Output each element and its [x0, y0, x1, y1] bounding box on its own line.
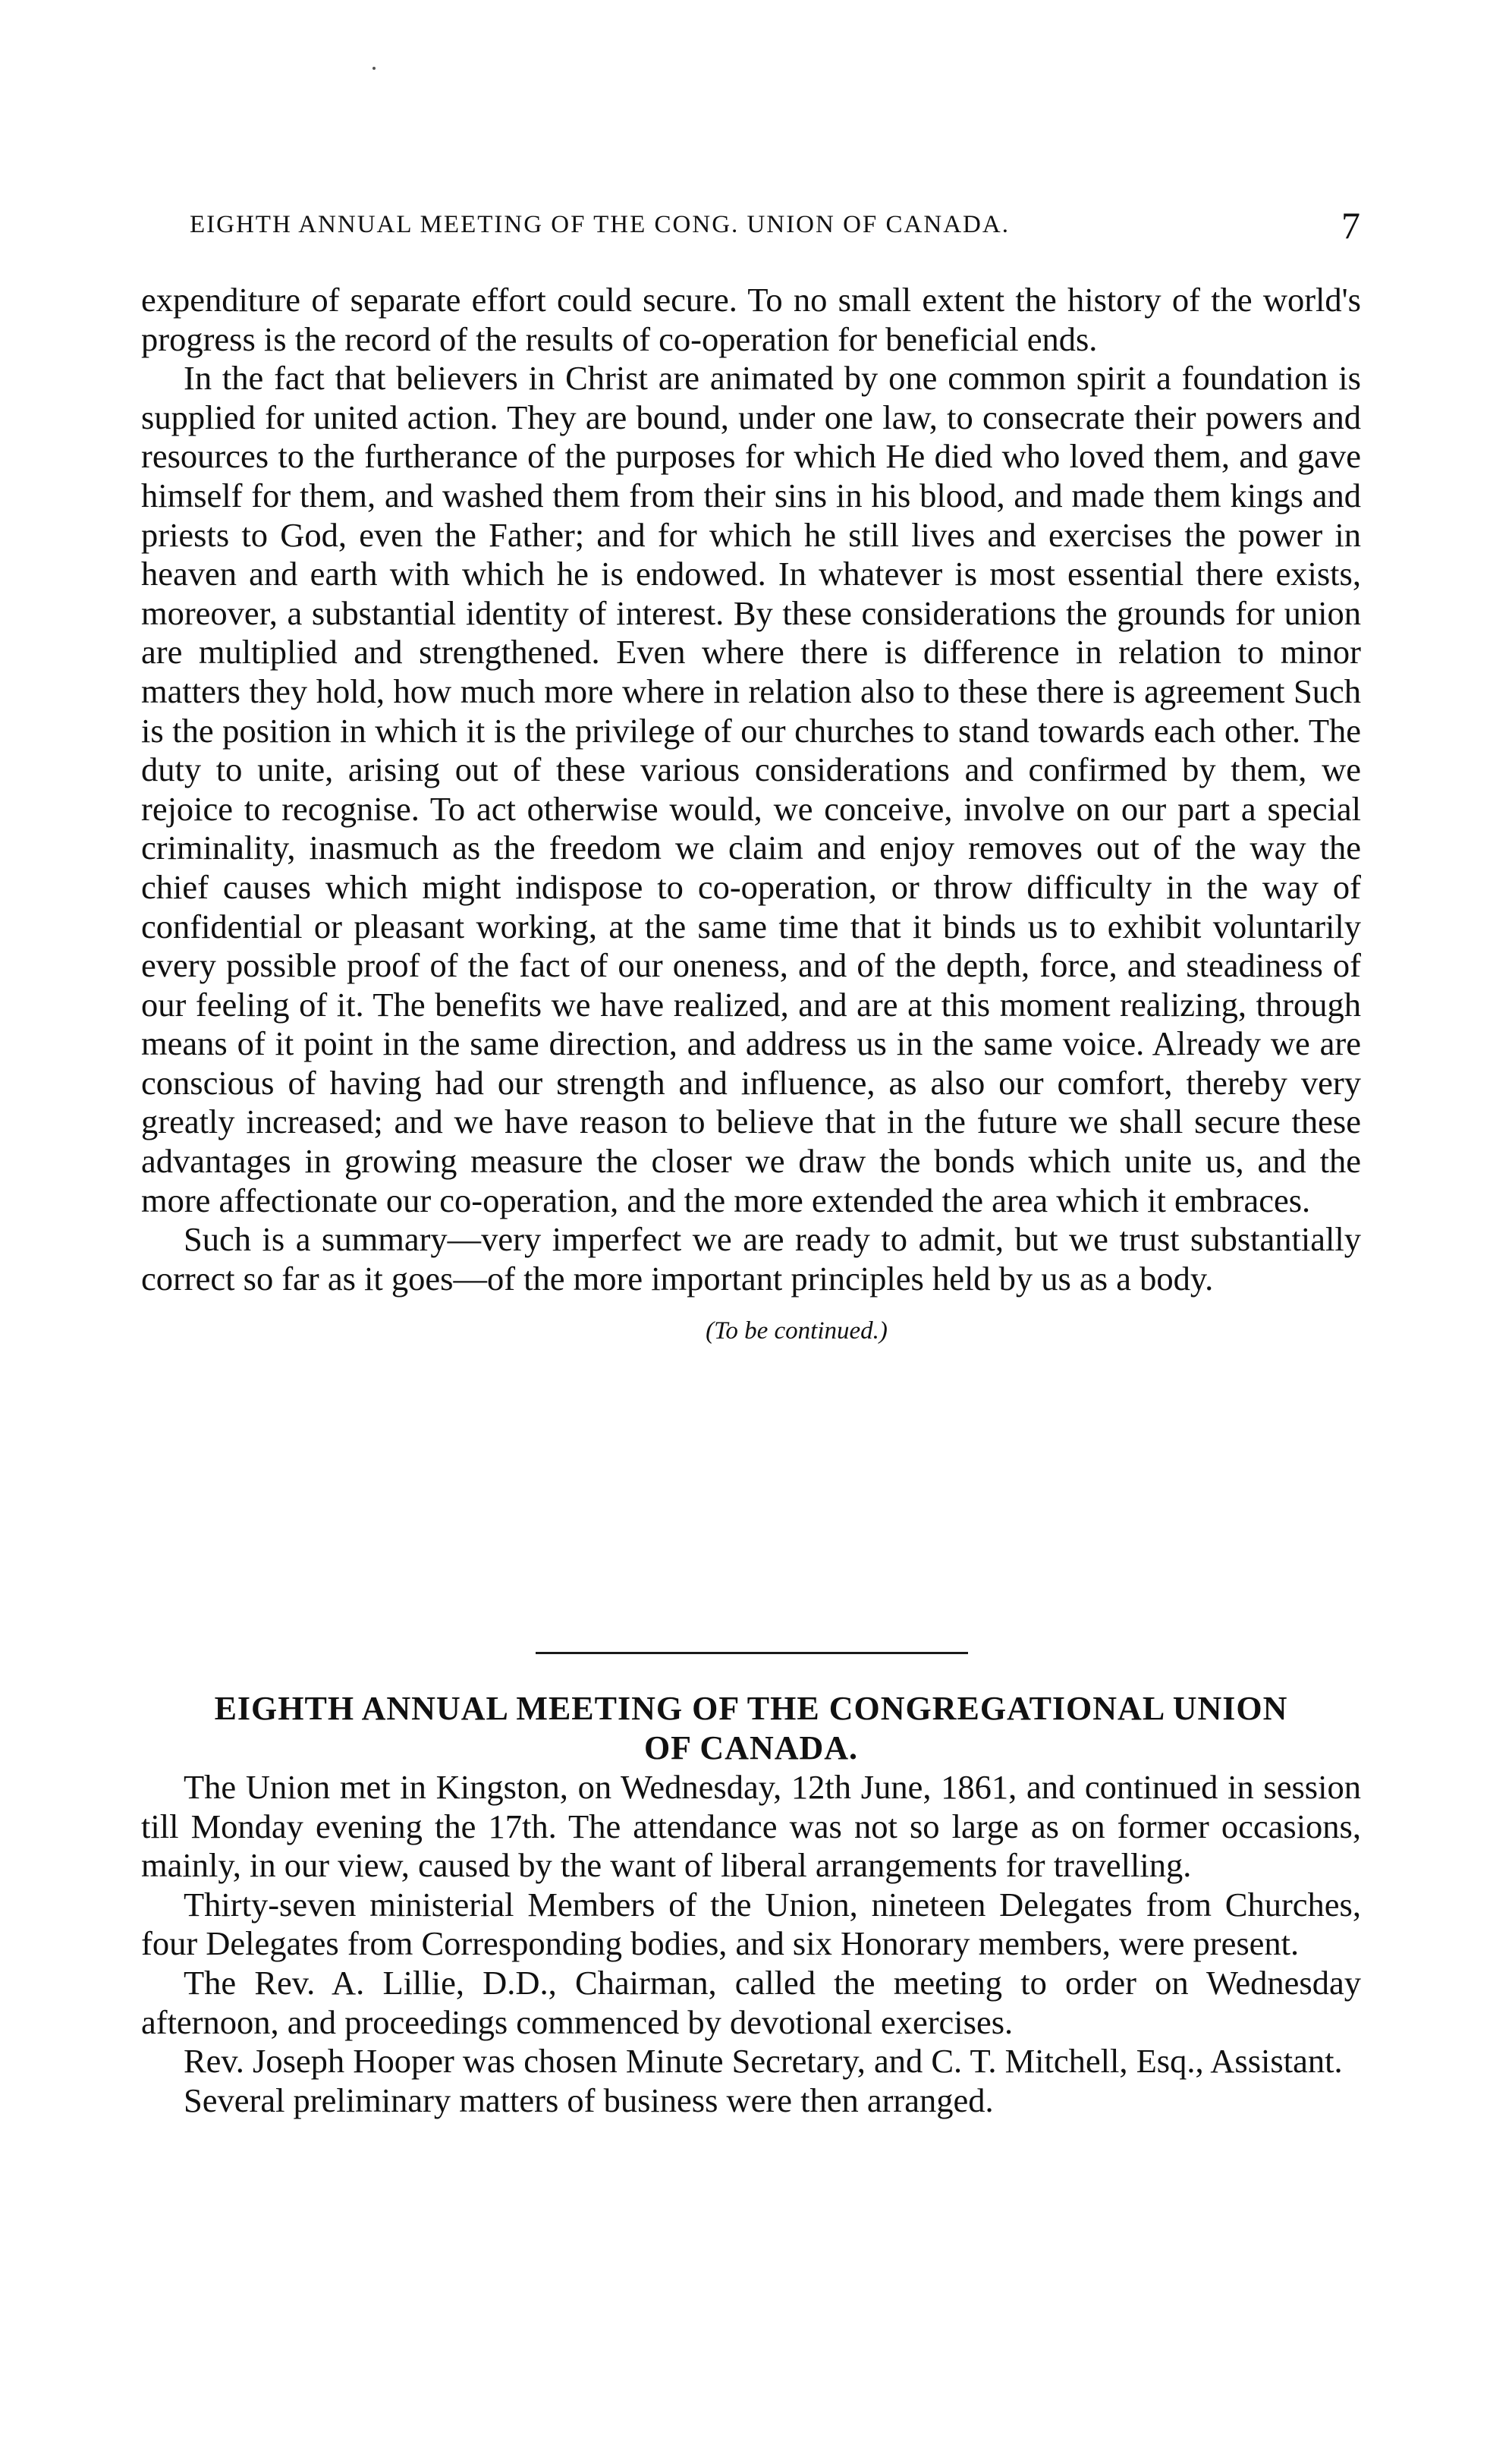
section-paragraph: Rev. Joseph Hooper was chosen Minute Secretary, and C. T. Mitchell, Esq., Assistant. [184, 2042, 1343, 2081]
article-paragraph: Such is a summary—very imperfect we are ready to admit, but we trust substantially correct so far as it goes—of the more important principles held by us as a body. [141, 1220, 1361, 1298]
article-paragraph: expenditure of separate effort could secure. To no small extent the history of the world's progress is the record of the results of co-operation for beneficial ends. [141, 281, 1361, 358]
scan-speck [372, 67, 376, 70]
section-paragraph: The Union met in Kingston, on Wednesday, 12th June, 1861, and continued in session till Monday evening the 17th. The attendance was not so large as on former occasions, mainly, in our view, caused by the want of liberal arrangements for travelling. [141, 1768, 1361, 1885]
section-body [141, 1689, 1361, 2120]
section-divider [536, 1652, 968, 1654]
section-heading-line: EIGHTH ANNUAL MEETING OF THE CONGREGATIONAL UNION [214, 1690, 1288, 1727]
page-header [167, 203, 1360, 249]
article-body [141, 281, 1361, 1350]
section-paragraph: Thirty-seven ministerial Members of the Union, nineteen Delegates from Churches, four Delegates from Corresponding bodies, and six Honorary members, were present. [141, 1885, 1361, 1963]
running-title: EIGHTH ANNUAL MEETING OF THE CONG. UNION OF CANADA. [190, 211, 1010, 238]
section-heading [141, 1689, 1361, 1768]
page-number: 7 [1341, 204, 1360, 247]
section-heading-line: OF CANADA. [643, 1729, 859, 1766]
article-paragraph: In the fact that believers in Christ are animated by one common spirit a foundation is supplied for united action. They are bound, under one law, to consecrate their powers and resources to the furtherance of the purposes for which He died who loved them, and gave himself for them, and washed them from their sins in his blood, and made them kings and priests to God, even the Father; and for which he still lives and exercises the power in heaven and earth with which he is endowed. In whatever is most essential there exists, moreover, a substantial identity of interest. By these considerations the grounds for union are multiplied and strengthened. Even where there is difference in relation to minor matters they hold, how much more where in relation also to these there is agreement Such is the position in which it is the privilege of our churches to stand towards each other. The duty to unite, arising out of these various considerations and confirmed by them, we rejoice to recognise. To act otherwise would, we conceive, involve on our part a special criminality, inasmuch as the freedom we claim and enjoy removes out of the way the chief causes which might indispose to co-operation, or throw difficulty in the way of confidential or pleasant working, at the same time that it binds us to exhibit voluntarily every possible proof of the fact of our oneness, and of the depth, force, and steadiness of our feeling of it. The benefits we have realized, and are at this moment realizing, through means of it point in the same direction, and address us in the same voice. Already we are conscious of having had our strength and influence, as also our comfort, thereby very greatly increased; and we have reason to believe that in the future we shall secure these advantages in growing measure the closer we draw the bonds which unite us, and the more affectionate our co-operation, and the more extended the area which it embraces. [141, 359, 1361, 1219]
section-paragraph: The Rev. A. Lillie, D.D., Chairman, called the meeting to order on Wednesday afternoon, and proceedings commenced by devotional exercises. [141, 1963, 1361, 2041]
continued-note: (To be continued.) [706, 1317, 888, 1345]
section-paragraph: Several preliminary matters of business were then arranged. [184, 2081, 994, 2119]
